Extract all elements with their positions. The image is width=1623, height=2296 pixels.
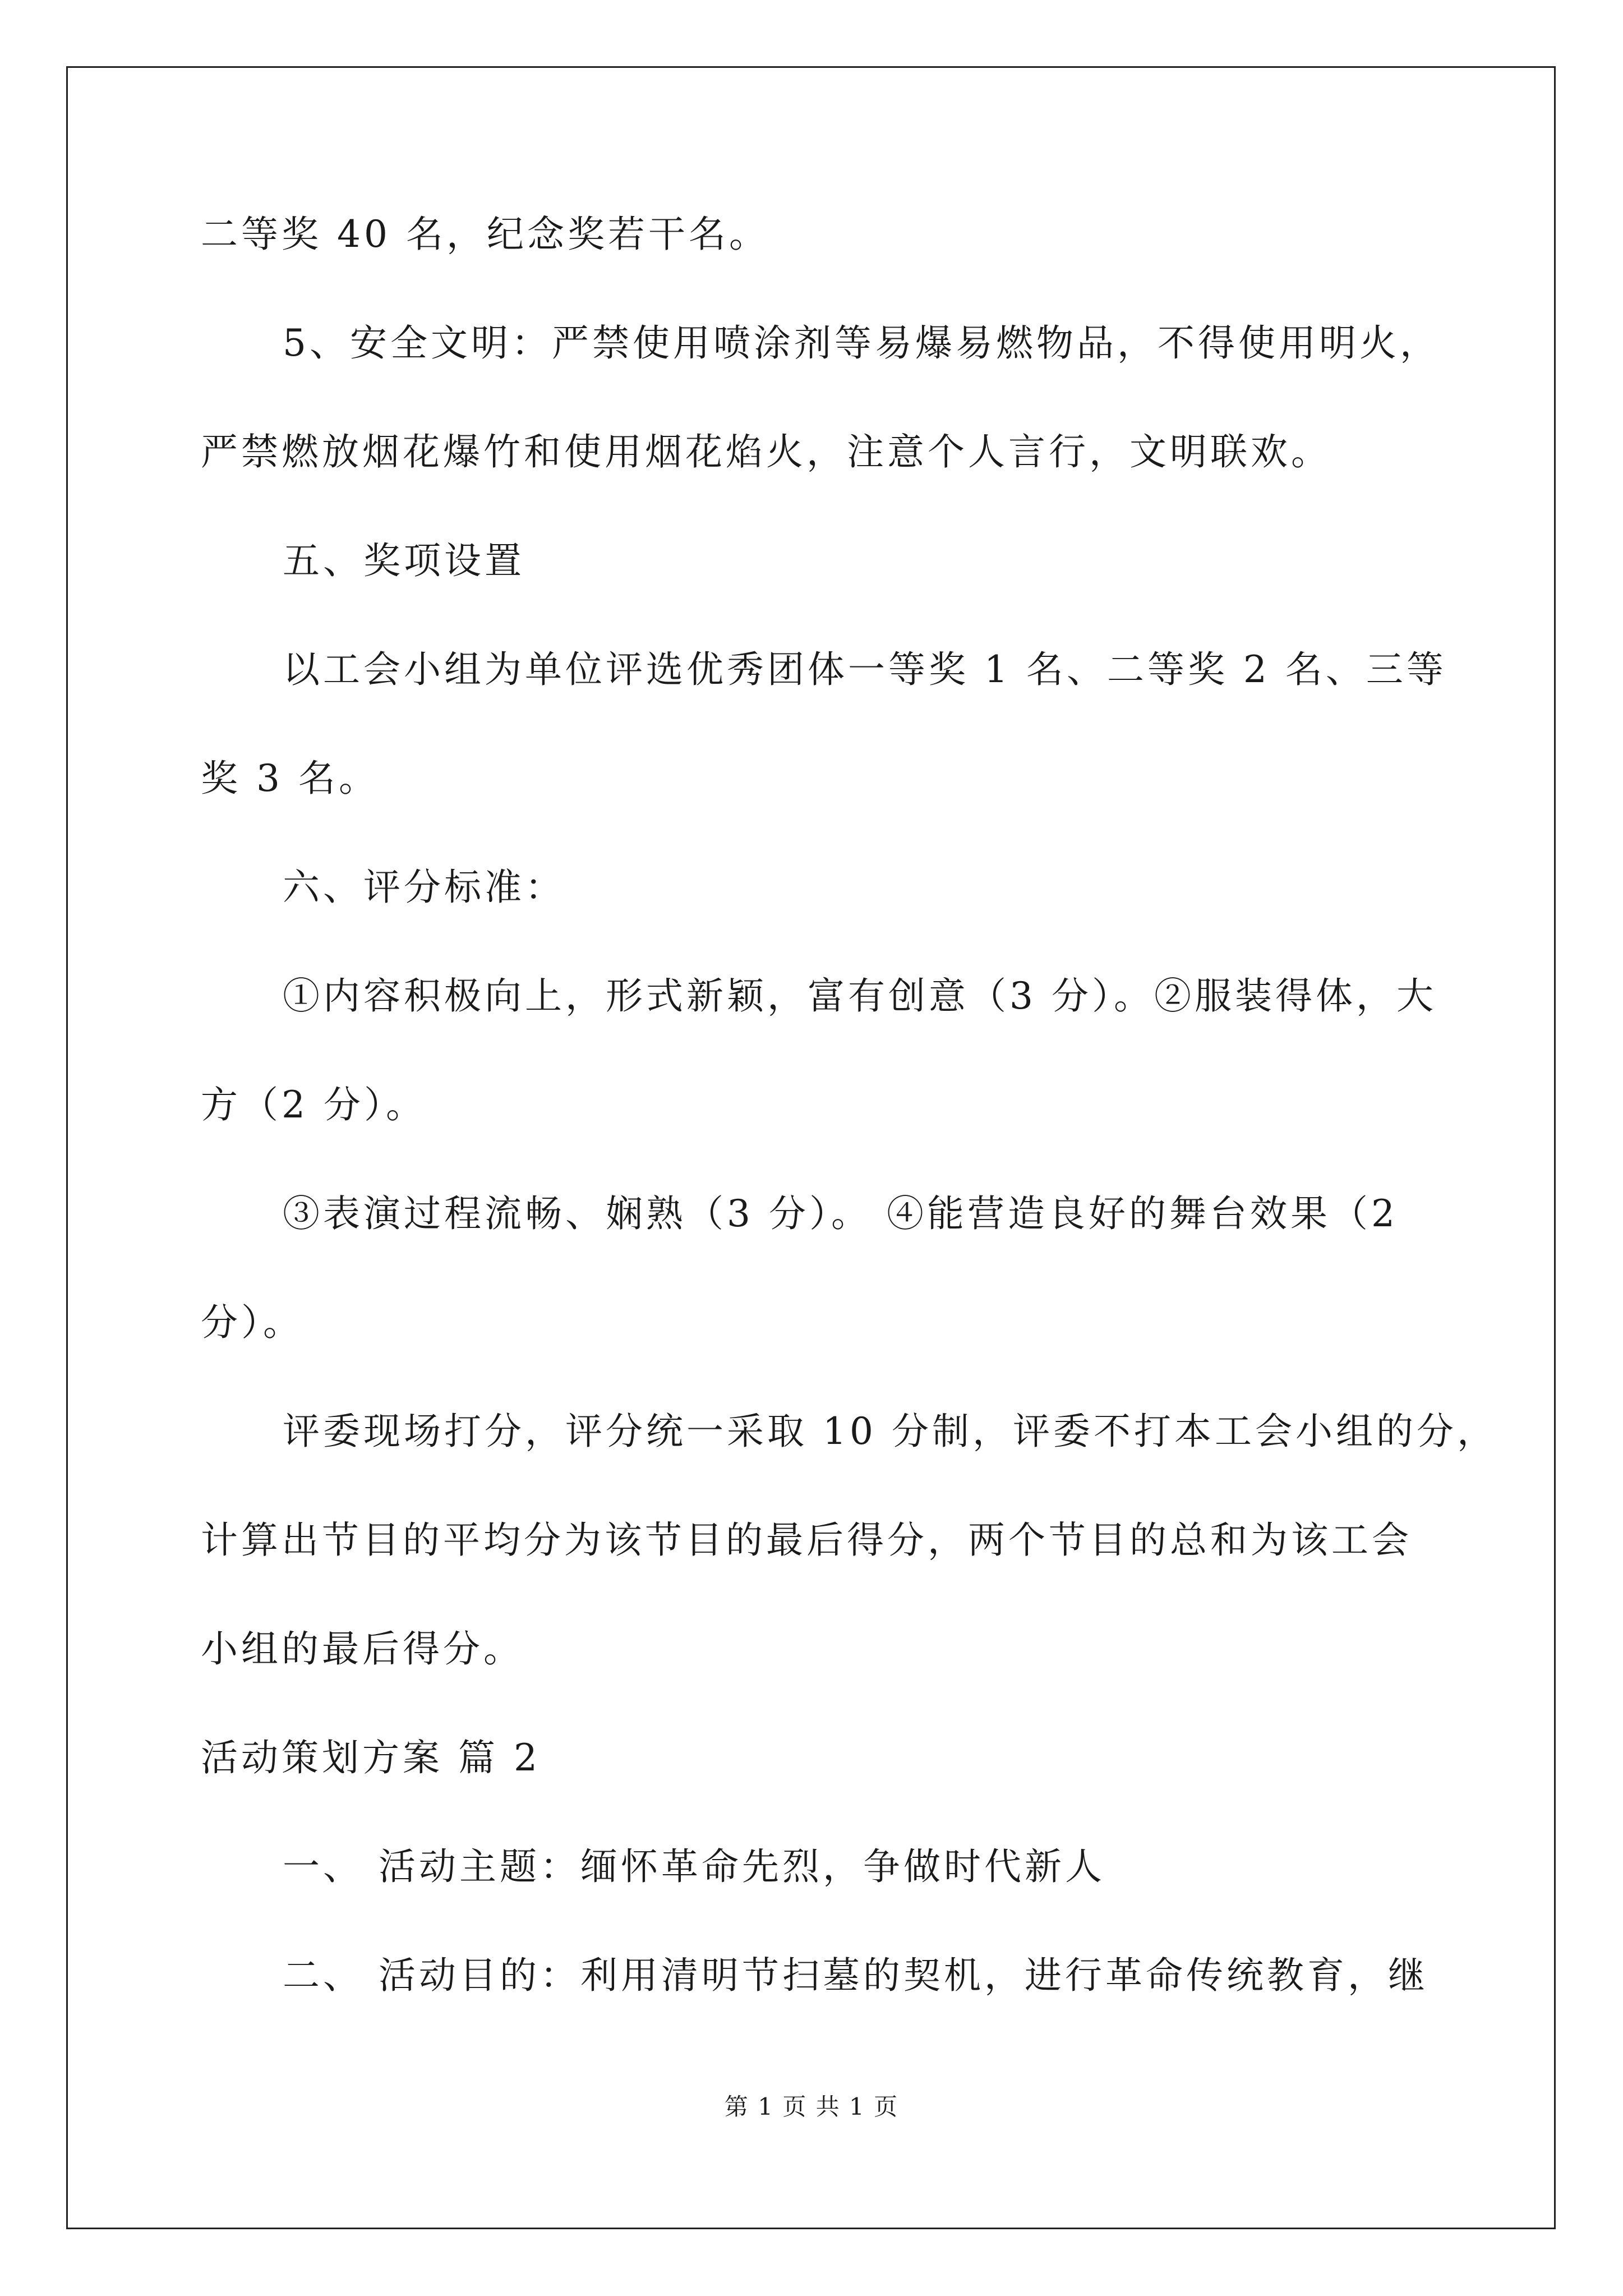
text-line: 二等奖 40 名，纪念奖若干名。 bbox=[201, 213, 769, 256]
text-line: 评委现场打分，评分统一采取 10 分制，评委不打本工会小组的分， bbox=[283, 1410, 1497, 1453]
text-line: 方（2 分）。 bbox=[201, 1083, 426, 1126]
text-line: 二、 活动目的：利用清明节扫墓的契机，进行革命传统教育，继 bbox=[283, 1954, 1428, 1997]
text-line: ③表演过程流畅、娴熟（3 分）。 ④能营造良好的舞台效果（2 bbox=[283, 1192, 1398, 1235]
text-line: 以工会小组为单位评选优秀团体一等奖 1 名、二等奖 2 名、三等 bbox=[283, 648, 1447, 691]
section-heading: 六、评分标准： bbox=[283, 866, 565, 909]
text-line: 5、安全文明：严禁使用喷涂剂等易爆易燃物品，不得使用明火， bbox=[283, 321, 1440, 365]
text-line: 严禁燃放烟花爆竹和使用烟花焰火，注意个人言行，文明联欢。 bbox=[201, 430, 1331, 473]
text-line: 小组的最后得分。 bbox=[201, 1627, 524, 1671]
text-line: ①内容积极向上，形式新颖，富有创意（3 分）。②服装得体，大 bbox=[283, 974, 1437, 1018]
section-heading: 五、奖项设置 bbox=[283, 539, 525, 582]
text-line: 计算出节目的平均分为该节目的最后得分，两个节目的总和为该工会 bbox=[201, 1519, 1412, 1562]
page-border bbox=[66, 66, 1556, 2229]
text-line: 奖 3 名。 bbox=[201, 757, 379, 800]
article-title: 活动策划方案 篇 2 bbox=[201, 1736, 541, 1779]
page-number-footer: 第 1 页 共 1 页 bbox=[724, 2093, 899, 2120]
text-line: 分）。 bbox=[201, 1301, 303, 1344]
text-line: 一、 活动主题：缅怀革命先烈，争做时代新人 bbox=[283, 1845, 1105, 1888]
